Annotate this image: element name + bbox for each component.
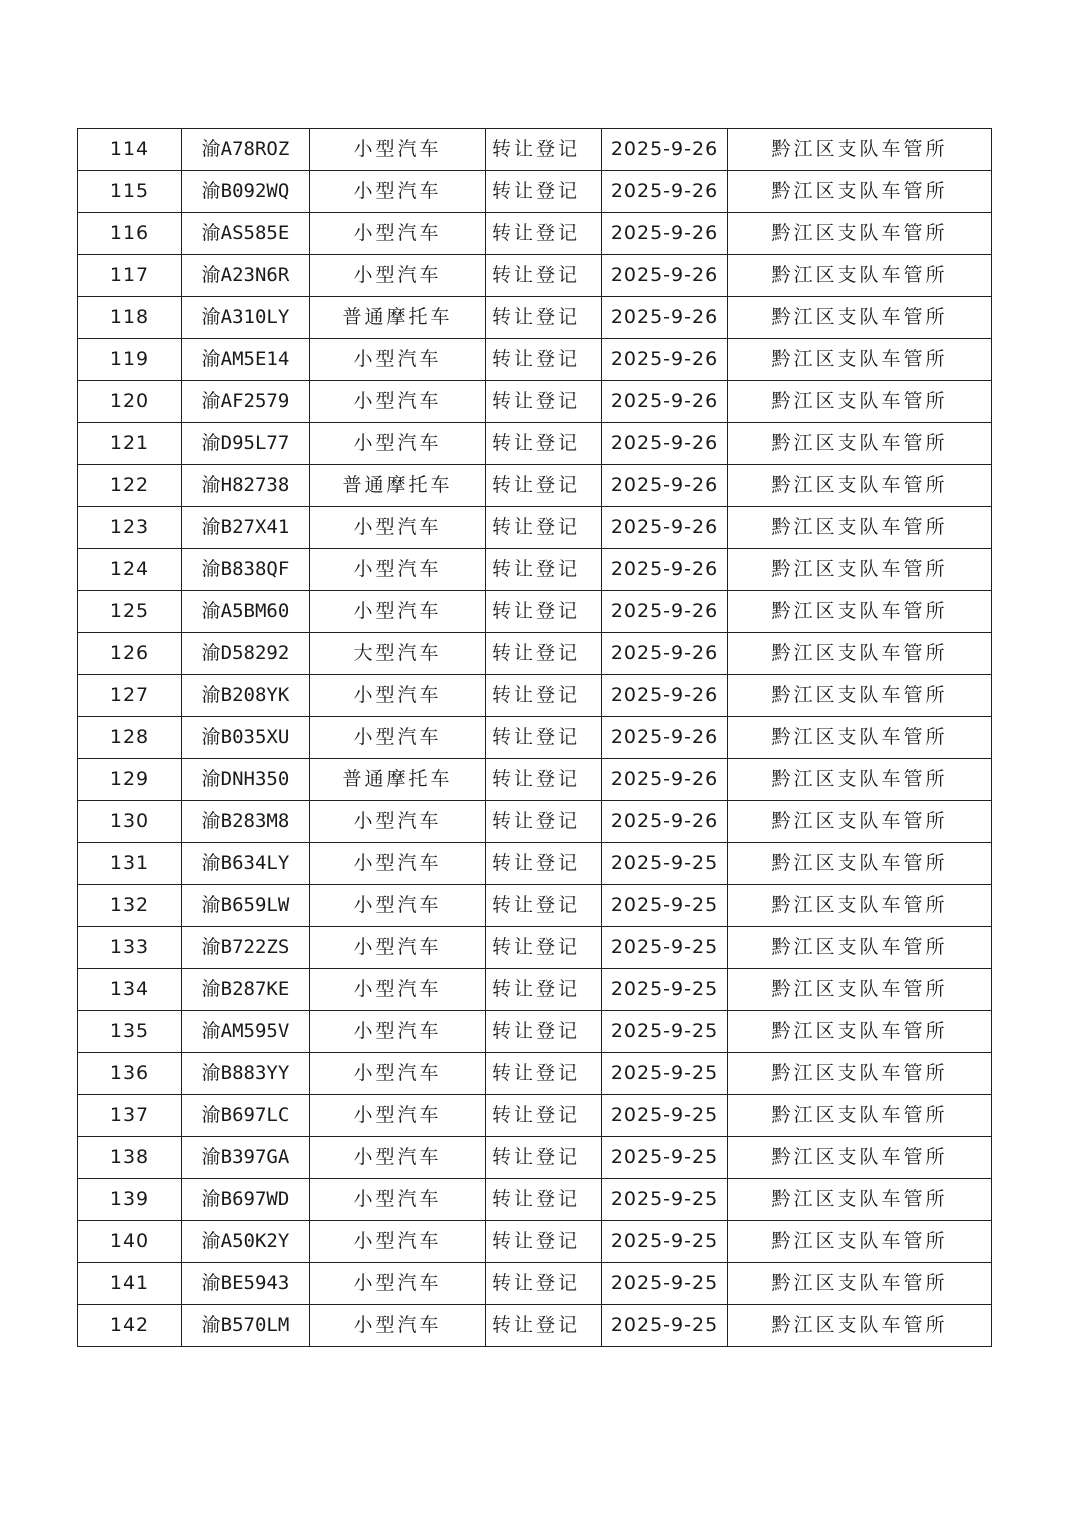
row-number: 132 <box>78 885 182 927</box>
plate-number: 渝A310LY <box>182 297 310 339</box>
vehicle-type: 小型汽车 <box>310 1095 486 1137</box>
plate-number: 渝B208YK <box>182 675 310 717</box>
office-name: 黔江区支队车管所 <box>728 843 992 885</box>
row-number: 123 <box>78 507 182 549</box>
office-name: 黔江区支队车管所 <box>728 1011 992 1053</box>
table-row <box>78 1011 992 1053</box>
office-name: 黔江区支队车管所 <box>728 1137 992 1179</box>
vehicle-type: 小型汽车 <box>310 213 486 255</box>
row-number: 134 <box>78 969 182 1011</box>
table-row <box>78 843 992 885</box>
register-date: 2025-9-25 <box>602 1179 728 1221</box>
plate-number: 渝D58292 <box>182 633 310 675</box>
plate-number: 渝AF2579 <box>182 381 310 423</box>
table-row <box>78 1221 992 1263</box>
plate-number: 渝A5BM60 <box>182 591 310 633</box>
plate-number: 渝B838QF <box>182 549 310 591</box>
register-date: 2025-9-26 <box>602 507 728 549</box>
office-name: 黔江区支队车管所 <box>728 339 992 381</box>
table-row <box>78 297 992 339</box>
table-row <box>78 591 992 633</box>
row-number: 128 <box>78 717 182 759</box>
business-type: 转让登记 <box>486 381 602 423</box>
office-name: 黔江区支队车管所 <box>728 1053 992 1095</box>
row-number: 135 <box>78 1011 182 1053</box>
office-name: 黔江区支队车管所 <box>728 1305 992 1347</box>
table-row <box>78 171 992 213</box>
table-row <box>78 717 992 759</box>
vehicle-type: 小型汽车 <box>310 1305 486 1347</box>
row-number: 118 <box>78 297 182 339</box>
row-number: 124 <box>78 549 182 591</box>
register-date: 2025-9-25 <box>602 1221 728 1263</box>
plate-number: 渝B397GA <box>182 1137 310 1179</box>
vehicle-type: 普通摩托车 <box>310 465 486 507</box>
office-name: 黔江区支队车管所 <box>728 927 992 969</box>
register-date: 2025-9-26 <box>602 255 728 297</box>
business-type: 转让登记 <box>486 759 602 801</box>
vehicle-type: 小型汽车 <box>310 801 486 843</box>
vehicle-type: 小型汽车 <box>310 1053 486 1095</box>
business-type: 转让登记 <box>486 1305 602 1347</box>
plate-number: 渝B283M8 <box>182 801 310 843</box>
vehicle-type: 小型汽车 <box>310 1179 486 1221</box>
table-row <box>78 801 992 843</box>
plate-number: 渝B035XU <box>182 717 310 759</box>
vehicle-type: 小型汽车 <box>310 843 486 885</box>
office-name: 黔江区支队车管所 <box>728 591 992 633</box>
business-type: 转让登记 <box>486 129 602 171</box>
office-name: 黔江区支队车管所 <box>728 885 992 927</box>
office-name: 黔江区支队车管所 <box>728 1095 992 1137</box>
row-number: 141 <box>78 1263 182 1305</box>
business-type: 转让登记 <box>486 885 602 927</box>
row-number: 137 <box>78 1095 182 1137</box>
business-type: 转让登记 <box>486 507 602 549</box>
row-number: 126 <box>78 633 182 675</box>
office-name: 黔江区支队车管所 <box>728 255 992 297</box>
office-name: 黔江区支队车管所 <box>728 549 992 591</box>
office-name: 黔江区支队车管所 <box>728 507 992 549</box>
plate-number: 渝AS585E <box>182 213 310 255</box>
register-date: 2025-9-26 <box>602 213 728 255</box>
vehicle-type: 小型汽车 <box>310 927 486 969</box>
plate-number: 渝A23N6R <box>182 255 310 297</box>
register-date: 2025-9-25 <box>602 927 728 969</box>
plate-number: 渝AM5E14 <box>182 339 310 381</box>
business-type: 转让登记 <box>486 1263 602 1305</box>
office-name: 黔江区支队车管所 <box>728 717 992 759</box>
table-row <box>78 885 992 927</box>
row-number: 122 <box>78 465 182 507</box>
vehicle-type: 小型汽车 <box>310 1263 486 1305</box>
register-date: 2025-9-25 <box>602 885 728 927</box>
business-type: 转让登记 <box>486 633 602 675</box>
plate-number: 渝D95L77 <box>182 423 310 465</box>
vehicle-type: 小型汽车 <box>310 885 486 927</box>
vehicle-type: 普通摩托车 <box>310 759 486 801</box>
vehicle-type: 小型汽车 <box>310 255 486 297</box>
vehicle-type: 小型汽车 <box>310 549 486 591</box>
register-date: 2025-9-26 <box>602 381 728 423</box>
office-name: 黔江区支队车管所 <box>728 423 992 465</box>
table-row <box>78 129 992 171</box>
plate-number: 渝B697LC <box>182 1095 310 1137</box>
office-name: 黔江区支队车管所 <box>728 381 992 423</box>
business-type: 转让登记 <box>486 1221 602 1263</box>
vehicle-transfer-table <box>77 128 992 1347</box>
table-row <box>78 969 992 1011</box>
register-date: 2025-9-26 <box>602 591 728 633</box>
plate-number: 渝B659LW <box>182 885 310 927</box>
plate-number: 渝B722ZS <box>182 927 310 969</box>
business-type: 转让登记 <box>486 255 602 297</box>
business-type: 转让登记 <box>486 1095 602 1137</box>
register-date: 2025-9-26 <box>602 675 728 717</box>
table-row <box>78 1305 992 1347</box>
row-number: 119 <box>78 339 182 381</box>
plate-number: 渝B634LY <box>182 843 310 885</box>
vehicle-type: 小型汽车 <box>310 1137 486 1179</box>
plate-number: 渝AM595V <box>182 1011 310 1053</box>
plate-number: 渝H82738 <box>182 465 310 507</box>
business-type: 转让登记 <box>486 423 602 465</box>
row-number: 115 <box>78 171 182 213</box>
row-number: 138 <box>78 1137 182 1179</box>
business-type: 转让登记 <box>486 801 602 843</box>
vehicle-type: 小型汽车 <box>310 717 486 759</box>
vehicle-type: 大型汽车 <box>310 633 486 675</box>
office-name: 黔江区支队车管所 <box>728 675 992 717</box>
register-date: 2025-9-26 <box>602 801 728 843</box>
vehicle-type: 普通摩托车 <box>310 297 486 339</box>
row-number: 129 <box>78 759 182 801</box>
table-row <box>78 213 992 255</box>
business-type: 转让登记 <box>486 213 602 255</box>
row-number: 136 <box>78 1053 182 1095</box>
row-number: 140 <box>78 1221 182 1263</box>
row-number: 133 <box>78 927 182 969</box>
business-type: 转让登记 <box>486 549 602 591</box>
business-type: 转让登记 <box>486 927 602 969</box>
register-date: 2025-9-25 <box>602 1305 728 1347</box>
table-row <box>78 675 992 717</box>
business-type: 转让登记 <box>486 843 602 885</box>
row-number: 121 <box>78 423 182 465</box>
register-date: 2025-9-26 <box>602 171 728 213</box>
plate-number: 渝B697WD <box>182 1179 310 1221</box>
register-date: 2025-9-25 <box>602 1011 728 1053</box>
business-type: 转让登记 <box>486 465 602 507</box>
vehicle-type: 小型汽车 <box>310 171 486 213</box>
table-row <box>78 1053 992 1095</box>
register-date: 2025-9-26 <box>602 759 728 801</box>
business-type: 转让登记 <box>486 1053 602 1095</box>
row-number: 116 <box>78 213 182 255</box>
office-name: 黔江区支队车管所 <box>728 297 992 339</box>
vehicle-type: 小型汽车 <box>310 507 486 549</box>
row-number: 142 <box>78 1305 182 1347</box>
office-name: 黔江区支队车管所 <box>728 1263 992 1305</box>
table-row <box>78 1179 992 1221</box>
register-date: 2025-9-26 <box>602 423 728 465</box>
vehicle-type: 小型汽车 <box>310 1011 486 1053</box>
register-date: 2025-9-26 <box>602 717 728 759</box>
table-row <box>78 927 992 969</box>
register-date: 2025-9-25 <box>602 1263 728 1305</box>
office-name: 黔江区支队车管所 <box>728 171 992 213</box>
business-type: 转让登记 <box>486 1011 602 1053</box>
table-body <box>78 129 992 1347</box>
office-name: 黔江区支队车管所 <box>728 759 992 801</box>
office-name: 黔江区支队车管所 <box>728 465 992 507</box>
office-name: 黔江区支队车管所 <box>728 1221 992 1263</box>
table-row <box>78 1137 992 1179</box>
office-name: 黔江区支队车管所 <box>728 801 992 843</box>
business-type: 转让登记 <box>486 1179 602 1221</box>
row-number: 120 <box>78 381 182 423</box>
table-row <box>78 423 992 465</box>
vehicle-type: 小型汽车 <box>310 381 486 423</box>
plate-number: 渝B883YY <box>182 1053 310 1095</box>
table-row <box>78 339 992 381</box>
business-type: 转让登记 <box>486 297 602 339</box>
table-row <box>78 1095 992 1137</box>
row-number: 117 <box>78 255 182 297</box>
business-type: 转让登记 <box>486 1137 602 1179</box>
business-type: 转让登记 <box>486 717 602 759</box>
register-date: 2025-9-25 <box>602 969 728 1011</box>
row-number: 127 <box>78 675 182 717</box>
business-type: 转让登记 <box>486 591 602 633</box>
table-row <box>78 507 992 549</box>
row-number: 125 <box>78 591 182 633</box>
table-row <box>78 381 992 423</box>
row-number: 139 <box>78 1179 182 1221</box>
vehicle-type: 小型汽车 <box>310 129 486 171</box>
plate-number: 渝A50K2Y <box>182 1221 310 1263</box>
plate-number: 渝B27X41 <box>182 507 310 549</box>
register-date: 2025-9-26 <box>602 465 728 507</box>
register-date: 2025-9-25 <box>602 1095 728 1137</box>
register-date: 2025-9-26 <box>602 297 728 339</box>
register-date: 2025-9-25 <box>602 843 728 885</box>
table-row <box>78 549 992 591</box>
vehicle-type: 小型汽车 <box>310 423 486 465</box>
business-type: 转让登记 <box>486 339 602 381</box>
register-date: 2025-9-26 <box>602 129 728 171</box>
plate-number: 渝BE5943 <box>182 1263 310 1305</box>
plate-number: 渝B287KE <box>182 969 310 1011</box>
business-type: 转让登记 <box>486 969 602 1011</box>
plate-number: 渝B570LM <box>182 1305 310 1347</box>
office-name: 黔江区支队车管所 <box>728 969 992 1011</box>
register-date: 2025-9-26 <box>602 339 728 381</box>
table-row <box>78 255 992 297</box>
vehicle-type: 小型汽车 <box>310 969 486 1011</box>
vehicle-type: 小型汽车 <box>310 591 486 633</box>
table-row <box>78 465 992 507</box>
office-name: 黔江区支队车管所 <box>728 129 992 171</box>
plate-number: 渝B092WQ <box>182 171 310 213</box>
register-date: 2025-9-25 <box>602 1053 728 1095</box>
row-number: 130 <box>78 801 182 843</box>
row-number: 131 <box>78 843 182 885</box>
register-date: 2025-9-26 <box>602 633 728 675</box>
vehicle-type: 小型汽车 <box>310 675 486 717</box>
row-number: 114 <box>78 129 182 171</box>
business-type: 转让登记 <box>486 675 602 717</box>
business-type: 转让登记 <box>486 171 602 213</box>
office-name: 黔江区支队车管所 <box>728 1179 992 1221</box>
plate-number: 渝DNH350 <box>182 759 310 801</box>
register-date: 2025-9-26 <box>602 549 728 591</box>
office-name: 黔江区支队车管所 <box>728 633 992 675</box>
table-row <box>78 759 992 801</box>
vehicle-type: 小型汽车 <box>310 339 486 381</box>
office-name: 黔江区支队车管所 <box>728 213 992 255</box>
register-date: 2025-9-25 <box>602 1137 728 1179</box>
plate-number: 渝A78ROZ <box>182 129 310 171</box>
vehicle-type: 小型汽车 <box>310 1221 486 1263</box>
table-row <box>78 633 992 675</box>
table-row <box>78 1263 992 1305</box>
